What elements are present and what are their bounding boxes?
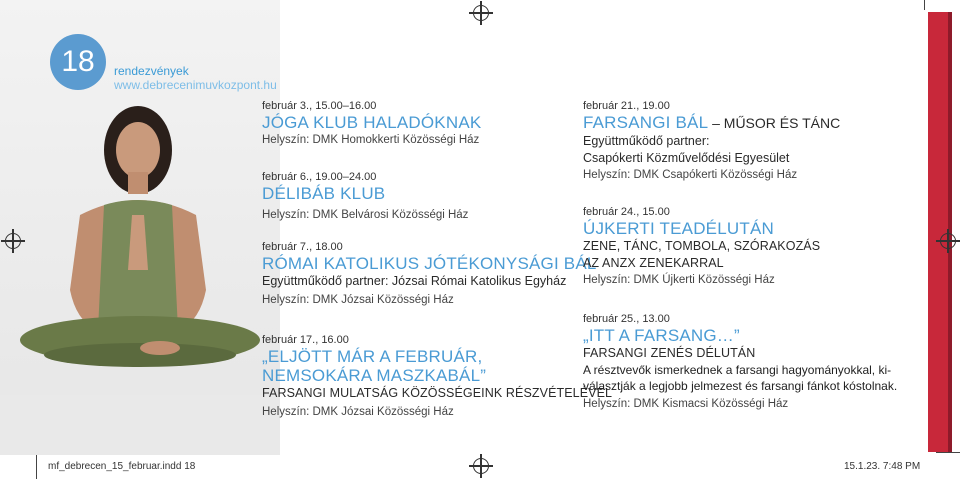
page-number: 18	[61, 45, 95, 78]
event-description-line2: választják a legjobb jelmezest és farsangi fánkot kóstolnak.	[583, 379, 898, 393]
section-label: rendezvények	[114, 64, 189, 78]
event-subtitle: FARSANGI MULATSÁG KÖZÖSSÉGEINK RÉSZVÉTELÉVEL	[262, 386, 613, 400]
crop-mark	[36, 452, 37, 479]
page-number-badge	[50, 34, 106, 90]
event-partner-label: Együttműködő partner:	[583, 134, 710, 148]
event-date: február 6., 19.00–24.00	[262, 171, 377, 183]
event-yoga-club	[262, 99, 481, 148]
edge-stripe-dark	[948, 12, 952, 452]
event-itt-a-farsang	[583, 312, 897, 412]
registration-mark-icon	[5, 233, 21, 249]
event-catholic-ball	[262, 240, 597, 308]
website-link[interactable]: www.debrecenimuvkozpont.hu	[114, 78, 277, 92]
event-venue: Helyszín: DMK Kismacsi Közösségi Ház	[583, 398, 789, 410]
event-title: ÚJKERTI TEADÉLUTÁN	[583, 219, 774, 238]
event-date: február 24., 15.00	[583, 206, 670, 218]
event-description-line1: A résztvevők ismerkednek a farsangi hagyományokkal, ki-	[583, 363, 892, 377]
event-partner-name: Csapókerti Közművelődési Egyesület	[583, 151, 790, 165]
edge-stripe-red	[928, 12, 948, 452]
print-timestamp: 15.1.23. 7:48 PM	[844, 461, 921, 472]
event-title-line1: „ELJÖTT MÁR A FEBRUÁR,	[262, 347, 483, 366]
crop-mark	[936, 452, 960, 453]
event-title: „ITT A FARSANG…”	[583, 326, 740, 345]
event-farsangi-bal	[583, 99, 840, 183]
event-delibab-club	[262, 170, 468, 223]
event-title: DÉLIBÁB KLUB	[262, 184, 386, 203]
event-venue: Helyszín: DMK Újkerti Közösségi Ház	[583, 274, 775, 286]
event-date: február 17., 16.00	[262, 334, 349, 346]
registration-mark-icon	[473, 5, 489, 21]
registration-mark-icon	[473, 458, 489, 474]
event-venue: Helyszín: DMK Józsai Közösségi Ház	[262, 406, 454, 418]
event-date: február 21., 19.00	[583, 100, 670, 112]
event-venue: Helyszín: DMK Józsai Közösségi Ház	[262, 294, 454, 306]
event-subtitle-line1: ZENE, TÁNC, TOMBOLA, SZÓRAKOZÁS	[583, 239, 821, 253]
event-subtitle-line2: AZ ANZX ZENEKARRAL	[583, 256, 724, 270]
event-title-line2: NEMSOKÁRA MASZKABÁL”	[262, 366, 487, 385]
event-venue: Helyszín: DMK Belvárosi Közösségi Ház	[262, 209, 469, 221]
event-title: FARSANGI BÁL	[583, 113, 709, 132]
registration-mark-icon	[940, 233, 956, 249]
file-slug: mf_debrecen_15_februar.indd 18	[48, 461, 196, 472]
event-title: RÓMAI KATOLIKUS JÓTÉKONYSÁGI BÁL	[262, 254, 597, 273]
event-partner: Együttműködő partner: Józsai Római Katolikus Egyház	[262, 274, 567, 288]
crop-mark	[924, 0, 925, 10]
event-title-suffix: – MŰSOR ÉS TÁNC	[708, 115, 841, 131]
event-title-row	[583, 113, 840, 133]
event-maszkabal	[262, 333, 612, 420]
event-ujkerti-teadelutan	[583, 205, 820, 288]
event-date: február 3., 15.00–16.00	[262, 100, 377, 112]
event-date: február 7., 18.00	[262, 241, 343, 253]
event-venue: Helyszín: DMK Homokkerti Közösségi Ház	[262, 134, 480, 146]
event-date: február 25., 13.00	[583, 313, 670, 325]
event-subtitle: FARSANGI ZENÉS DÉLUTÁN	[583, 346, 756, 360]
event-venue: Helyszín: DMK Csapókerti Közösségi Ház	[583, 169, 798, 181]
event-title: JÓGA KLUB HALADÓKNAK	[262, 113, 482, 132]
